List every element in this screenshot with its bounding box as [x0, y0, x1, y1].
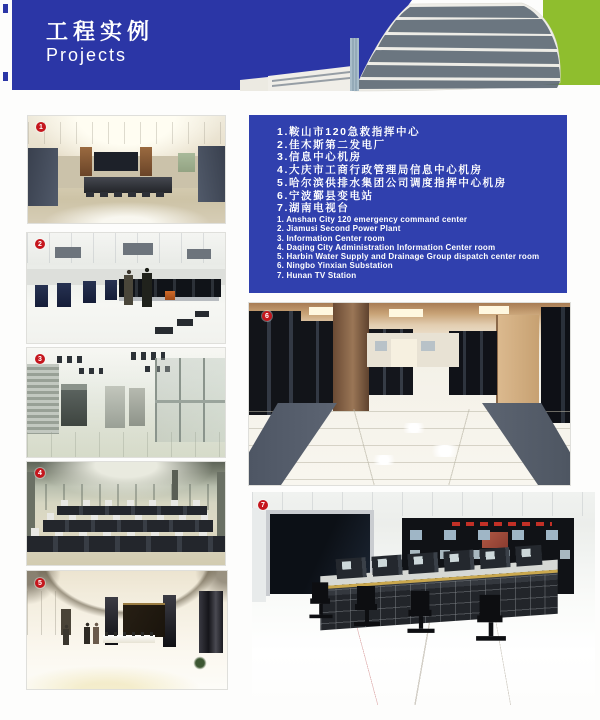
project-item-en: 1. Anshan City 120 emergency command center: [277, 214, 468, 224]
project-photo-7: [252, 492, 595, 705]
project-photo-4: [27, 462, 225, 565]
scan-artifact: [3, 72, 8, 81]
project-item-en: 3. Information Center room: [277, 233, 385, 243]
project-item-zh: 2.佳木斯第二发电厂: [277, 138, 386, 151]
project-item-zh: 6.宁波鄞县变电站: [277, 189, 374, 202]
project-item-zh: 3.信息中心机房: [277, 151, 362, 164]
photo-number-badge: 6: [262, 311, 272, 321]
office-chair: [309, 582, 332, 622]
page-title-english: Projects: [46, 45, 128, 65]
office-chair: [407, 591, 434, 637]
project-item-zh: 1.鞍山市120急救指挥中心: [277, 126, 421, 138]
project-item-en: 6. Ningbo Yinxian Substation: [277, 261, 393, 271]
project-item-zh: 5.哈尔滨供排水集团公司调度指挥中心机房: [277, 176, 507, 189]
project-list-box: [249, 115, 567, 293]
project-list-english: [277, 215, 561, 280]
project-item-zh: 4.大庆市工商行政管理局信息中心机房: [277, 164, 483, 177]
photo-number-badge: 1: [36, 122, 46, 132]
project-item-en: 7. Hunan TV Station: [277, 270, 357, 280]
top-banner: [0, 0, 600, 96]
office-chair: [476, 595, 506, 646]
page-title-chinese: 工程实例: [46, 19, 155, 44]
project-item-en: 5. Harbin Water Supply and Drainage Group dispatch center room: [277, 252, 540, 262]
photo-number-badge: 4: [35, 468, 45, 478]
project-photo-2: [27, 233, 225, 343]
floor-carpet-strip: [249, 403, 409, 485]
office-chair: [354, 586, 380, 630]
floor-carpet-strip: [410, 403, 570, 485]
project-list-chinese: [277, 126, 561, 215]
project-photo-6: [249, 303, 570, 485]
project-item-en: 4. Daqing City Administration Information Center room: [277, 242, 496, 252]
project-item-en: 2. Jiamusi Second Power Plant: [277, 224, 401, 234]
photo-number-badge: 7: [258, 500, 268, 510]
project-photo-1: [28, 116, 225, 223]
scan-artifact: [3, 4, 8, 13]
photo-number-badge: 2: [35, 239, 45, 249]
project-photo-5: [27, 571, 227, 689]
project-photo-3: [27, 348, 225, 457]
project-item-zh: 7.湖南电视台: [277, 202, 350, 215]
photo-number-badge: 5: [35, 578, 45, 588]
photo-number-badge: 3: [35, 354, 45, 364]
